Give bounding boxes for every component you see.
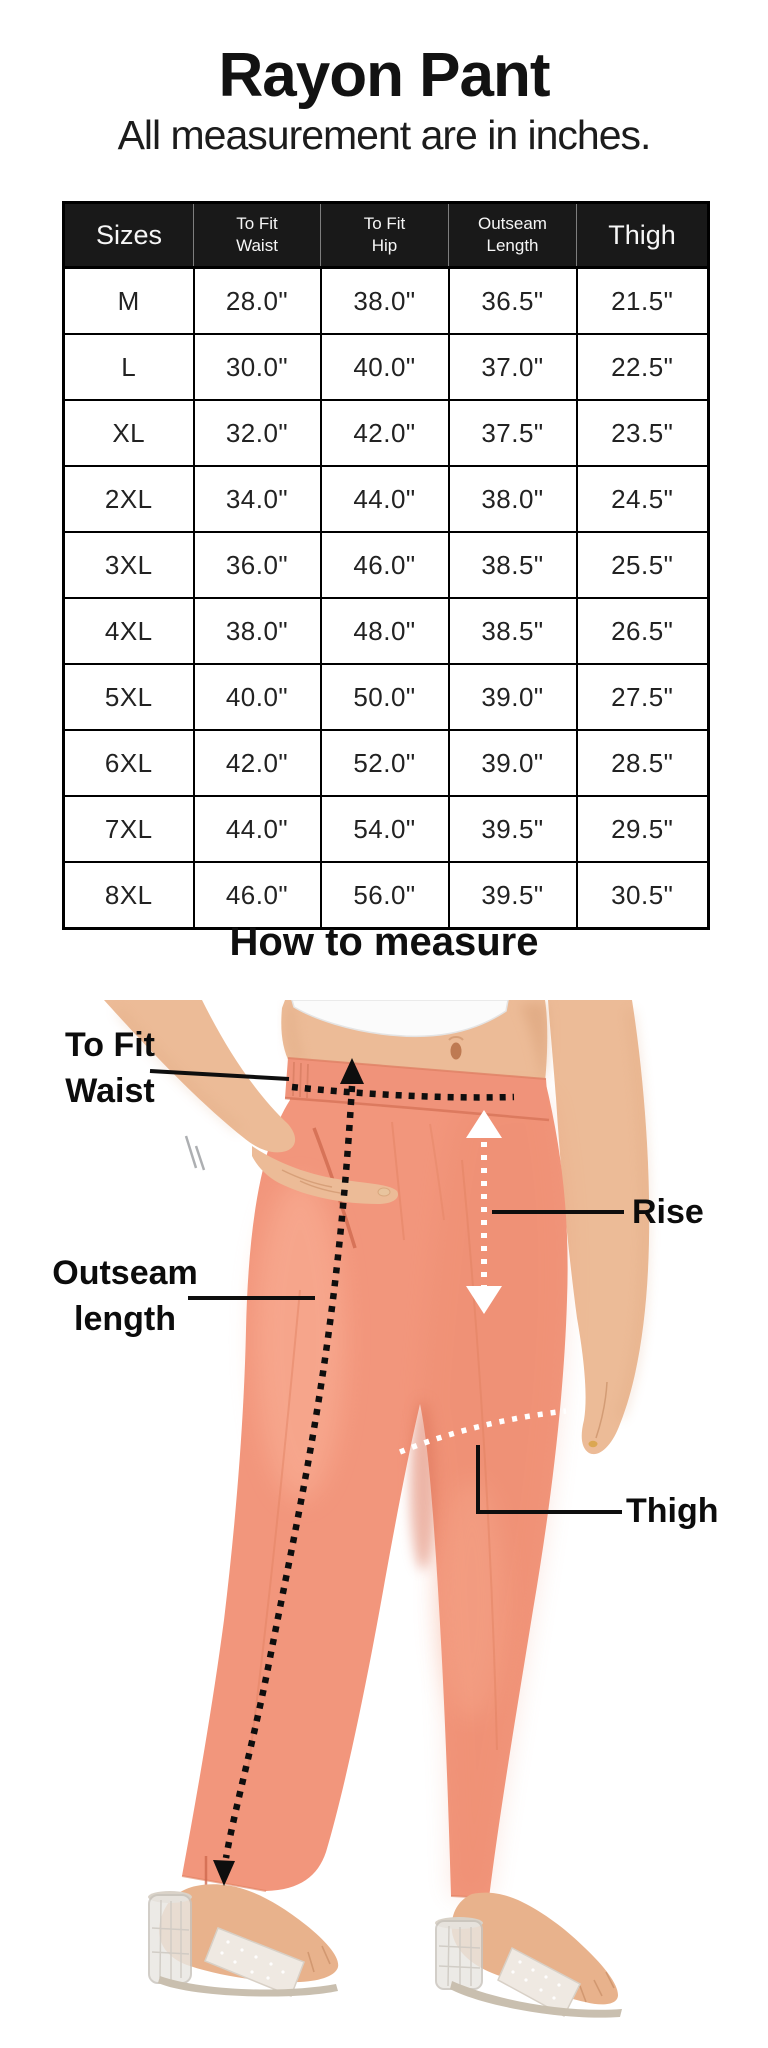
column-header-hip: To Fit Hip xyxy=(321,203,449,268)
thigh-cell: 25.5" xyxy=(577,532,709,598)
thigh-cell: 22.5" xyxy=(577,334,709,400)
tattoo xyxy=(186,1136,204,1170)
table-row xyxy=(64,598,709,664)
outseam-label-line2: length xyxy=(74,1300,176,1338)
hip-cell: 44.0" xyxy=(321,466,449,532)
waist-cell: 38.0" xyxy=(194,598,321,664)
hip-cell: 52.0" xyxy=(321,730,449,796)
size-cell: 7XL xyxy=(64,796,194,862)
how-to-measure-title: How to measure xyxy=(229,920,539,964)
size-cell: 6XL xyxy=(64,730,194,796)
to-fit-waist-label-line1: To Fit xyxy=(65,1026,155,1064)
hip-cell: 40.0" xyxy=(321,334,449,400)
waist-cell: 30.0" xyxy=(194,334,321,400)
hip-cell: 56.0" xyxy=(321,862,449,929)
thigh-cell: 30.5" xyxy=(577,862,709,929)
thigh-cell: 26.5" xyxy=(577,598,709,664)
table-row xyxy=(64,268,709,335)
size-cell: 4XL xyxy=(64,598,194,664)
thigh-cell: 29.5" xyxy=(577,796,709,862)
waist-cell: 36.0" xyxy=(194,532,321,598)
hip-cell: 54.0" xyxy=(321,796,449,862)
waist-cell: 34.0" xyxy=(194,466,321,532)
size-cell: M xyxy=(64,268,194,335)
navel xyxy=(451,1043,462,1060)
column-header-waist: To Fit Waist xyxy=(194,203,321,268)
thigh-label: Thigh xyxy=(626,1492,719,1530)
waist-cell: 28.0" xyxy=(194,268,321,335)
thigh-cell: 27.5" xyxy=(577,664,709,730)
column-header-thigh: Thigh xyxy=(577,203,709,268)
outseam-cell: 38.5" xyxy=(449,598,577,664)
outseam-cell: 36.5" xyxy=(449,268,577,335)
waist-cell: 32.0" xyxy=(194,400,321,466)
table-row xyxy=(64,730,709,796)
table-row xyxy=(64,796,709,862)
column-header-sizes: Sizes xyxy=(64,203,194,268)
how-to-measure-figure xyxy=(0,1000,768,2048)
outseam-length-label xyxy=(30,1250,220,1342)
waist-cell: 40.0" xyxy=(194,664,321,730)
size-cell: XL xyxy=(64,400,194,466)
waist-cell: 46.0" xyxy=(194,862,321,929)
size-cell: 2XL xyxy=(64,466,194,532)
to-fit-waist-label-line2: Waist xyxy=(65,1072,155,1110)
table-row xyxy=(64,334,709,400)
table-row xyxy=(64,532,709,598)
table-row xyxy=(64,400,709,466)
outseam-cell: 39.0" xyxy=(449,664,577,730)
hip-cell: 50.0" xyxy=(321,664,449,730)
size-cell: 3XL xyxy=(64,532,194,598)
pants xyxy=(182,1058,568,1898)
hip-cell: 42.0" xyxy=(321,400,449,466)
size-table xyxy=(62,201,710,930)
outseam-cell: 38.5" xyxy=(449,532,577,598)
table-row xyxy=(64,466,709,532)
page-title: Rayon Pant xyxy=(218,41,550,110)
table-row xyxy=(64,862,709,929)
hip-cell: 38.0" xyxy=(321,268,449,335)
outseam-label-line1: Outseam xyxy=(52,1254,198,1292)
column-header-outseam: Outseam Length xyxy=(449,203,577,268)
outseam-cell: 39.5" xyxy=(449,862,577,929)
thigh-cell: 21.5" xyxy=(577,268,709,335)
to-fit-waist-label xyxy=(28,1022,192,1114)
hip-cell: 46.0" xyxy=(321,532,449,598)
outseam-cell: 38.0" xyxy=(449,466,577,532)
rise-label: Rise xyxy=(632,1193,704,1231)
waist-cell: 44.0" xyxy=(194,796,321,862)
outseam-cell: 37.0" xyxy=(449,334,577,400)
outseam-cell: 37.5" xyxy=(449,400,577,466)
size-cell: 8XL xyxy=(64,862,194,929)
thigh-cell: 23.5" xyxy=(577,400,709,466)
hip-cell: 48.0" xyxy=(321,598,449,664)
size-cell: L xyxy=(64,334,194,400)
size-table-header-row xyxy=(64,203,709,268)
thigh-cell: 24.5" xyxy=(577,466,709,532)
outseam-cell: 39.0" xyxy=(449,730,577,796)
waist-cell: 42.0" xyxy=(194,730,321,796)
outseam-cell: 39.5" xyxy=(449,796,577,862)
table-row xyxy=(64,664,709,730)
size-cell: 5XL xyxy=(64,664,194,730)
page-subtitle: All measurement are in inches. xyxy=(117,112,651,158)
thigh-cell: 28.5" xyxy=(577,730,709,796)
